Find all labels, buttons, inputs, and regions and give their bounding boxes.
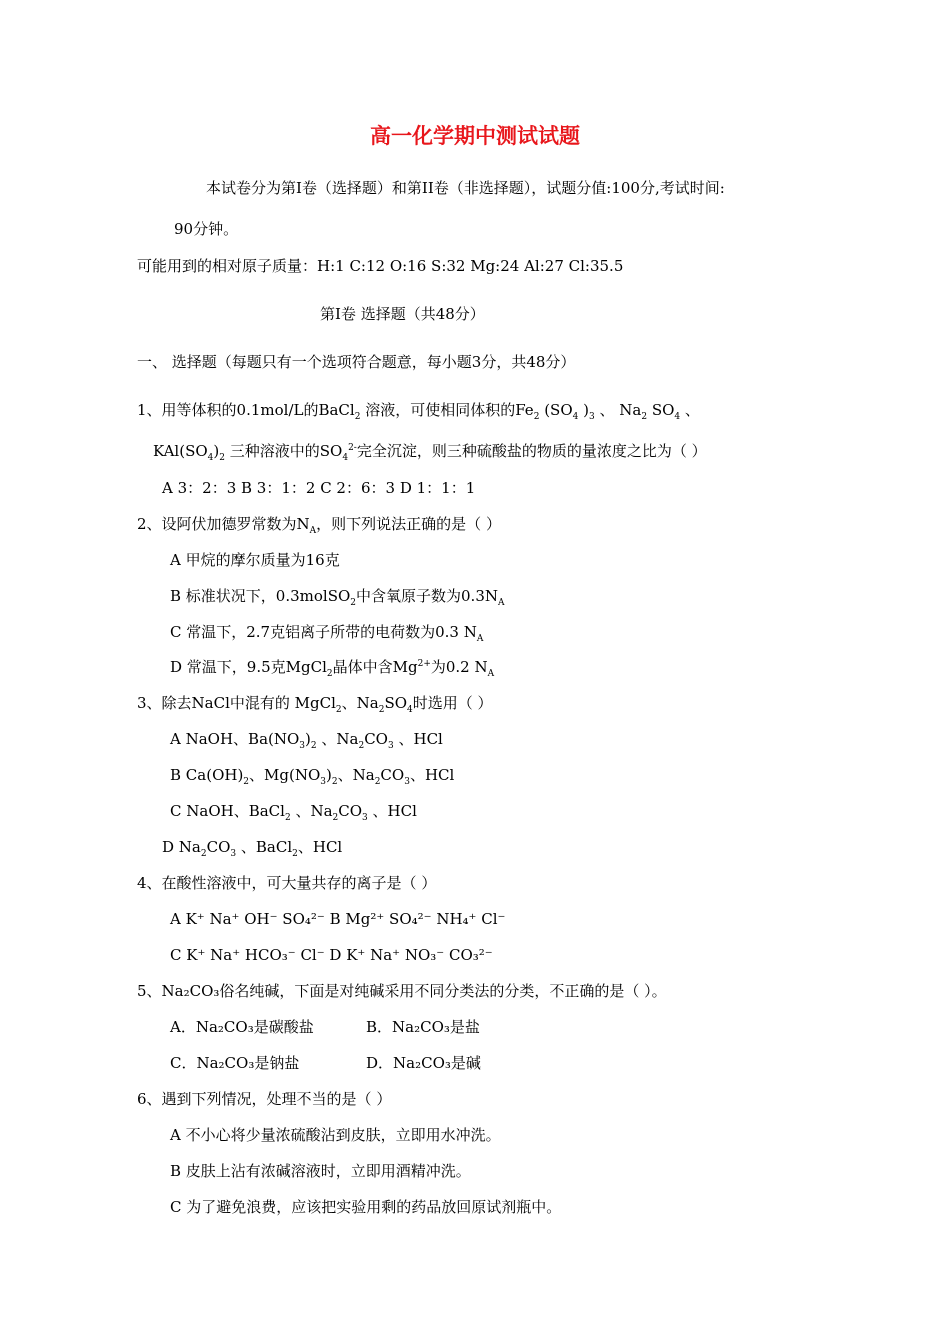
q1-sub: 3 xyxy=(588,412,595,422)
q3-text-d: 时选用（ ） xyxy=(412,694,493,712)
q3b-sub: 2 xyxy=(374,777,381,787)
q3d-sub: 2 xyxy=(292,849,298,859)
q3a-sub: 2 xyxy=(310,741,317,751)
question-2-option-c xyxy=(170,622,483,642)
q2c-text: C 常温下，2.7克铝离子所带的电荷数为0.3 N xyxy=(170,623,477,641)
q2b-sub: A xyxy=(498,598,505,608)
q2d-sub: 2 xyxy=(326,669,333,679)
q3a-text-c: 、Na xyxy=(316,730,359,748)
q3b-text-f: 、HCl xyxy=(409,766,455,784)
q3a-text-d: CO xyxy=(364,730,388,748)
question-2-option-b xyxy=(170,586,505,606)
q3a-text-b: ) xyxy=(305,730,311,748)
q1-text-h: KAl(SO xyxy=(153,442,208,460)
q1-text-g: 、 xyxy=(680,401,700,419)
q3d-text-b: CO xyxy=(206,838,231,856)
question-3-option-a xyxy=(170,729,443,749)
q2d-text-b: 晶体中含Mg xyxy=(332,658,418,676)
question-5-stem: 5、Na₂CO₃俗名纯碱，下面是对纯碱采用不同分类法的分类，不正确的是（ ）。 xyxy=(137,982,667,1000)
q3d-sub: 3 xyxy=(230,849,237,859)
question-3-option-d xyxy=(162,837,342,857)
q3d-sub: 2 xyxy=(200,849,207,859)
atomic-masses: 可能用到的相对原子质量：H:1 C:12 O:16 S:32 Mg:24 Al:27 Cl:35.5 xyxy=(137,257,624,275)
intro-line-2: 90分钟。 xyxy=(174,220,239,238)
q1-text-f: SO xyxy=(647,401,675,419)
q3c-sub: 2 xyxy=(284,813,291,823)
question-6-option-c: C 为了避免浪费，应该把实验用剩的药品放回原试剂瓶中。 xyxy=(170,1198,562,1216)
part-title: 一、 选择题（每题只有一个选项符合题意，每小题3分，共48分） xyxy=(137,353,576,371)
q2b-text-a: B 标准状况下，0.3molSO xyxy=(170,587,351,605)
q3b-sub: 3 xyxy=(404,777,410,787)
q1-sub: 2 xyxy=(641,412,648,422)
q3a-text-e: 、HCl xyxy=(393,730,443,748)
q2b-text-b: 中含氧原子数为0.3N xyxy=(356,587,498,605)
q3b-text-d: 、Na xyxy=(337,766,375,784)
question-3-stem xyxy=(137,693,493,713)
q1-sub: 2 xyxy=(354,412,361,422)
question-6-option-b: B 皮肤上沾有浓碱溶液时，立即用酒精冲洗。 xyxy=(170,1162,471,1180)
q3d-text-a: D Na xyxy=(162,838,201,856)
q3-sub: 2 xyxy=(335,705,342,715)
question-5-option-c: C．Na₂CO₃是钠盐 xyxy=(170,1054,300,1072)
q3-text-a: 3、除去NaCl中混有的 MgCl xyxy=(137,694,336,712)
q3-sub: 4 xyxy=(407,705,413,715)
question-1-line-2 xyxy=(153,441,707,461)
intro-line-1: 本试卷分为第Ⅰ卷（选择题）和第II卷（非选择题），试题分值:100分,考试时间: xyxy=(206,179,725,197)
q3b-sub: 2 xyxy=(243,777,250,787)
question-5-option-a: A．Na₂CO₃是碳酸盐 xyxy=(170,1018,314,1036)
q1-text-j: 三种溶液中的SO xyxy=(224,442,343,460)
q1-text-a: 1、用等体积的0.1mol/L的BaCl xyxy=(137,401,355,419)
section-heading: 第Ⅰ卷 选择题（共48分） xyxy=(320,305,485,323)
q1-sub: 2 xyxy=(219,453,225,463)
question-3-option-b xyxy=(170,765,454,785)
q3b-text-a: B Ca(OH) xyxy=(170,766,244,784)
question-5-option-d: D．Na₂CO₃是碱 xyxy=(366,1054,481,1072)
q3c-text-d: 、HCl xyxy=(367,802,417,820)
q3c-sub: 3 xyxy=(362,813,368,823)
question-6-option-a: A 不小心将少量浓硫酸沾到皮肤，立即用水冲洗。 xyxy=(170,1126,501,1144)
q1-sup: 2- xyxy=(348,443,357,453)
q3d-text-d: 、HCl xyxy=(297,838,343,856)
q3b-text-e: CO xyxy=(380,766,405,784)
q1-sub: 4 xyxy=(342,453,349,463)
q2d-sup: 2+ xyxy=(417,659,431,669)
q1-text-c: (SO xyxy=(539,401,573,419)
q3d-text-c: 、BaCl xyxy=(236,838,293,856)
q3-sub: 2 xyxy=(378,705,385,715)
q3c-sub: 2 xyxy=(332,813,339,823)
q3c-text-b: 、Na xyxy=(290,802,333,820)
q3a-sub: 2 xyxy=(358,741,365,751)
question-2-option-d xyxy=(170,657,494,677)
document-title: 高一化学期中测试试题 xyxy=(370,124,580,148)
q3b-sub: 2 xyxy=(331,777,338,787)
question-3-option-c xyxy=(170,801,417,821)
q3c-text-c: CO xyxy=(338,802,363,820)
q3-text-c: SO xyxy=(384,694,408,712)
q1-text-e: 、 Na xyxy=(594,401,642,419)
q1-sub: 2 xyxy=(533,412,540,422)
q3a-text-a: A NaOH、Ba(NO xyxy=(170,730,300,748)
q1-text-i: ) xyxy=(213,442,220,460)
q2d-text-c: 为0.2 N xyxy=(430,658,488,676)
q3b-text-c: ) xyxy=(326,766,332,784)
question-1-line-1 xyxy=(137,400,700,420)
q2c-sub: A xyxy=(476,634,484,644)
question-4-stem: 4、在酸性溶液中，可大量共存的离子是（ ） xyxy=(137,874,437,892)
question-4-options-row-2: C K⁺ Na⁺ HCO₃⁻ Cl⁻ D K⁺ Na⁺ NO₃⁻ CO₃²⁻ xyxy=(170,946,493,964)
q2d-sub: A xyxy=(487,669,495,679)
q1-text-d: ) xyxy=(578,401,589,419)
q1-sub: 4 xyxy=(674,412,681,422)
q3a-sub: 3 xyxy=(387,741,394,751)
q1-text-k: 完全沉淀，则三种硫酸盐的物质的量浓度之比为（ ） xyxy=(356,442,707,460)
q2-sub: A xyxy=(309,526,317,536)
q2d-text-a: D 常温下，9.5克MgCl xyxy=(170,658,327,676)
q3a-sub: 3 xyxy=(299,741,306,751)
q1-text-b: 溶液，可使相同体积的Fe xyxy=(360,401,534,419)
question-1-options: A 3：2：3 B 3：1：2 C 2：6：3 D 1：1：1 xyxy=(162,479,476,497)
question-5-option-b: B．Na₂CO₃是盐 xyxy=(366,1018,480,1036)
q3-text-b: 、Na xyxy=(341,694,379,712)
q2b-sub: 2 xyxy=(350,598,357,608)
q1-sub: 4 xyxy=(207,453,214,463)
q1-sub: 4 xyxy=(572,412,579,422)
question-2-option-a: A 甲烷的摩尔质量为16克 xyxy=(170,551,340,569)
question-6-stem: 6、遇到下列情况，处理不当的是（ ） xyxy=(137,1090,392,1108)
q3b-sub: 3 xyxy=(320,777,327,787)
q3b-text-b: 、Mg(NO xyxy=(249,766,321,784)
q2-text-b: ，则下列说法正确的是（ ） xyxy=(316,515,501,533)
question-2-stem xyxy=(137,514,501,534)
question-4-options-row-1: A K⁺ Na⁺ OH⁻ SO₄²⁻ B Mg²⁺ SO₄²⁻ NH₄⁺ Cl⁻ xyxy=(170,910,506,928)
q3c-text-a: C NaOH、BaCl xyxy=(170,802,285,820)
q2-text-a: 2、设阿伏加德罗常数为N xyxy=(137,515,310,533)
